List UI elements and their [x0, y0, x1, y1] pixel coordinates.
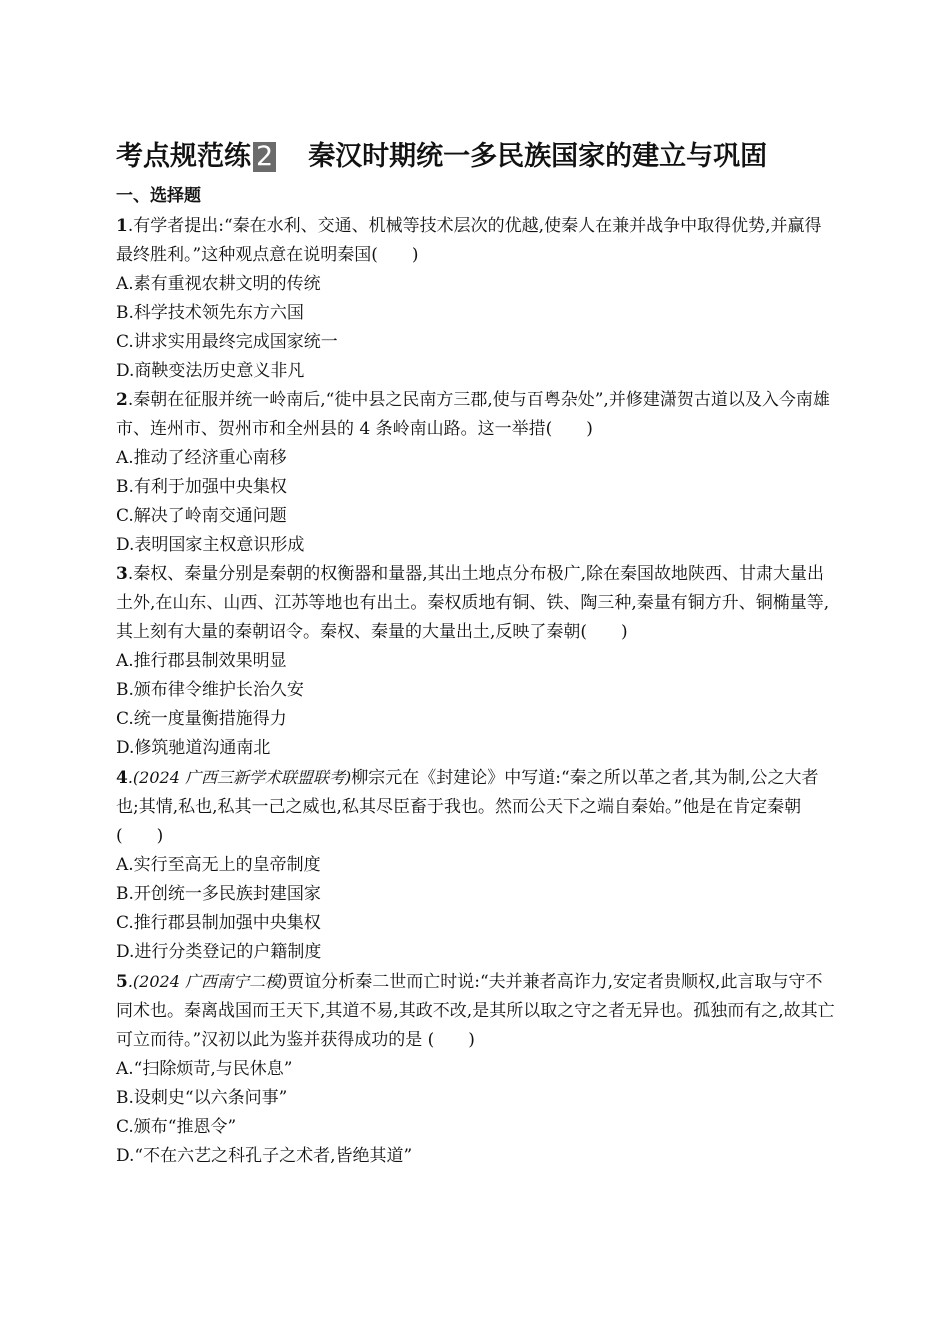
question-text: .有学者提出:“秦在水利、交通、机械等技术层次的优越,使秦人在兼并战争中取得优势,并赢得最终胜利。”这种观点意在说明秦国( ) — [116, 216, 822, 265]
question-stem — [116, 386, 836, 444]
question-number: 5 — [116, 972, 128, 992]
section-heading: 一、选择题 — [116, 186, 201, 206]
question-text: 柳宗元在《封建论》中写道:“秦之所以革之者,其为制,公之大者也;其情,私也,私其一己之威也,私其尽臣畜于我也。然而公天下之端自秦始。”他是在肯定秦朝( ) — [116, 768, 819, 846]
question-3 — [116, 560, 836, 763]
question-number: 4 — [116, 768, 128, 788]
answer-option-a: A.素有重视农耕文明的传统 — [116, 274, 321, 294]
answer-option-c: C.推行郡县制加强中央集权 — [116, 913, 321, 933]
answer-option-d: D.表明国家主权意识形成 — [116, 535, 305, 555]
title-main: 秦汉时期统一多民族国家的建立与巩固 — [308, 141, 768, 172]
answer-option-c: C.解决了岭南交通问题 — [116, 506, 287, 526]
answer-option-d: D.进行分类登记的户籍制度 — [116, 942, 322, 962]
question-source: .(2024 广西三新学术联盟联考) — [127, 768, 352, 787]
question-list — [116, 212, 836, 1171]
answer-option-b: B.开创统一多民族封建国家 — [116, 884, 321, 904]
question-stem — [116, 560, 836, 647]
question-stem — [116, 763, 836, 851]
answer-option-b: B.设刺史“以六条问事” — [116, 1088, 288, 1108]
question-2 — [116, 386, 836, 560]
answer-option-d: D.“不在六艺之科孔子之术者,皆绝其道” — [116, 1146, 413, 1166]
question-stem — [116, 212, 836, 270]
answer-option-a: A.“扫除烦苛,与民休息” — [116, 1059, 293, 1079]
answer-option-a: A.推动了经济重心南移 — [116, 448, 287, 468]
question-number: 3 — [116, 564, 128, 584]
answer-option-b: B.科学技术领先东方六国 — [116, 303, 304, 323]
answer-option-a: A.实行至高无上的皇帝制度 — [116, 855, 321, 875]
answer-option-a: A.推行郡县制效果明显 — [116, 651, 287, 671]
question-1 — [116, 212, 836, 386]
answer-option-b: B.有利于加强中央集权 — [116, 477, 287, 497]
question-text: 贾谊分析秦二世而亡时说:“夫并兼者高诈力,安定者贵顺权,此言取与守不同术也。秦离战国而王天下,其道不易,其政不改,是其所以取之守之者无异也。孤独而有之,故其亡可立而待。”汉初以此为鉴并获得成功的是 ( ) — [116, 972, 835, 1050]
question-source: .(2024 广西南宁二模) — [127, 972, 288, 991]
question-number: 2 — [116, 390, 128, 410]
question-stem — [116, 967, 836, 1055]
question-text: .秦朝在征服并统一岭南后,“徙中县之民南方三郡,使与百粤杂处”,并修建潇贺古道以及入今南雄市、连州市、贺州市和全州县的 4 条岭南山路。这一举措( ) — [116, 390, 830, 439]
title-prefix: 考点规范练 — [116, 141, 251, 172]
document-page — [116, 138, 836, 1171]
question-text: .秦权、秦量分别是秦朝的权衡器和量器,其出土地点分布极广,除在秦国故地陕西、甘肃大量出土外,在山东、山西、江苏等地也有出土。秦权质地有铜、铁、陶三种,秦量有铜方升、铜椭量等,其上刻有大量的秦朝诏令。秦权、秦量的大量出土,反映了秦朝( ) — [116, 564, 830, 642]
answer-option-c: C.讲求实用最终完成国家统一 — [116, 332, 338, 352]
question-5 — [116, 967, 836, 1171]
page-title — [116, 138, 836, 176]
answer-option-d: D.商鞅变法历史意义非凡 — [116, 361, 305, 381]
title-number-badge: 2 — [253, 142, 276, 172]
answer-option-b: B.颁布律令维护长治久安 — [116, 680, 304, 700]
answer-option-d: D.修筑驰道沟通南北 — [116, 738, 271, 758]
question-4 — [116, 763, 836, 967]
question-number: 1 — [116, 216, 128, 236]
answer-option-c: C.颁布“推恩令” — [116, 1117, 237, 1137]
answer-option-c: C.统一度量衡措施得力 — [116, 709, 287, 729]
